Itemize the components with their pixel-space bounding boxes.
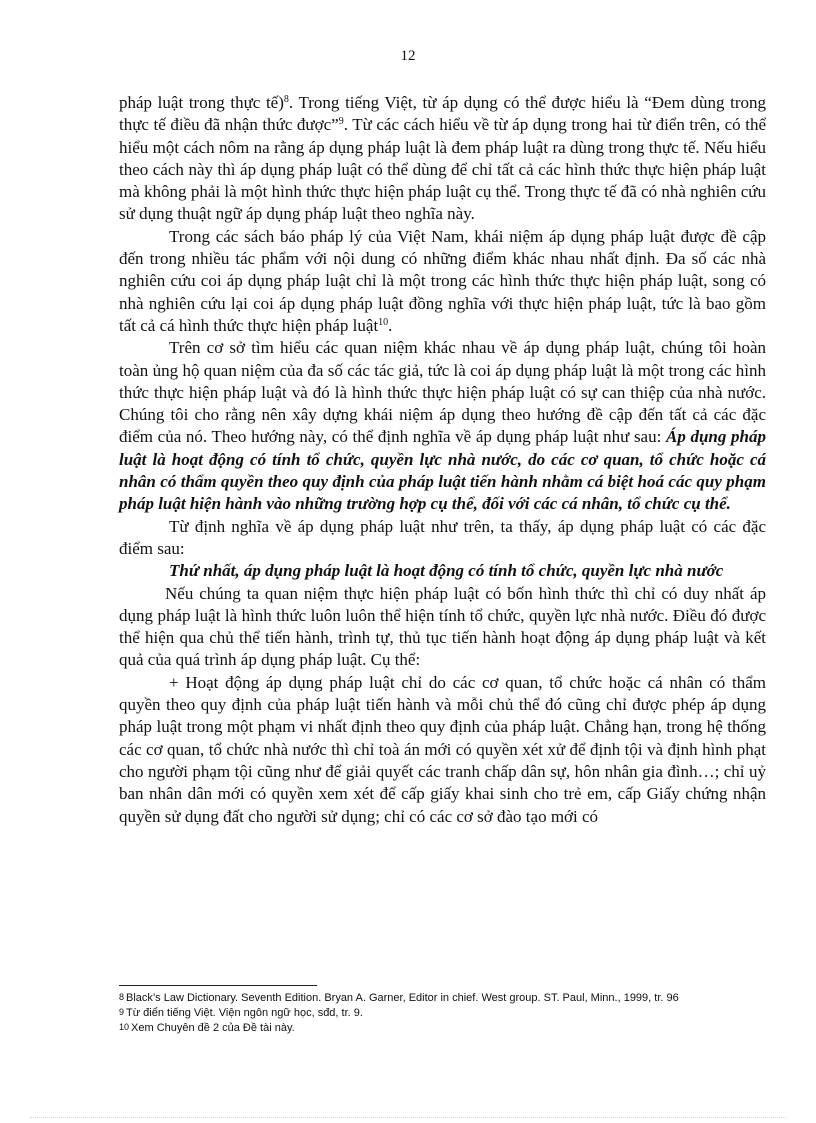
footnote-8 [119, 990, 729, 1005]
paragraph-1-text-b: . Trong tiếng Việt, từ áp dụng có thể được hiểu là “Đem dùng trong thực tế điều đã nhận thức được” [119, 93, 766, 135]
footnote-text: Từ điển tiếng Việt. Viện ngôn ngữ học, sđd, tr. 9. [126, 1007, 363, 1019]
paragraph-2-text-b: . [388, 315, 393, 335]
paragraph-1-text-c: . Từ các cách hiểu về từ áp dụng trong hai từ điển trên, có thể hiểu một cách nôm na rằng áp dụng pháp luật là đem pháp luật ra dùng trong thực tế. Nếu hiểu theo cách này thì áp dụng pháp luật có thể dùng để chỉ tất cả các hình thức thực hiện pháp luật mà không phải là một hình thức thực hiện pháp luật cụ thể. Trong thực tế đã có nhà nghiên cứu sử dụng thuật ngữ áp dụng pháp luật theo nghĩa này. [119, 115, 766, 224]
paragraph-4: Từ định nghĩa về áp dụng pháp luật như trên, ta thấy, áp dụng pháp luật có các đặc điểm sau: [119, 516, 766, 558]
paragraph-1 [119, 92, 766, 226]
paragraph-6: + Hoạt động áp dụng pháp luật chỉ do các cơ quan, tổ chức hoặc cá nhân có thẩm quyền theo quy định của pháp luật tiến hành và mỗi chủ thể đó cũng chỉ được phép áp dụng pháp luật trong một phạm vi nhất định theo quy định của pháp luật. Chẳng hạn, trong hệ thống các cơ quan, tổ chức nhà nước thì chỉ toà án mới có quyền xét xử để định tội và định hình phạt cho người phạm tội cũng như để giải quyết các tranh chấp dân sự, hôn nhân gia đình…; chỉ uỷ ban nhân dân mới có quyền xem xét để cấp giấy khai sinh cho trẻ em, cấp Giấy chứng nhận quyền sử dụng đất cho người sử dụng; chỉ có các cơ sở đào tạo mới có [119, 672, 766, 826]
footnote-text: Black’s Law Dictionary. Seventh Edition. Bryan A. Garner, Editor in chief. West group. ST. Paul, Minn., 1999, tr. 96 [126, 992, 679, 1004]
footnote-number: 10 [119, 1022, 130, 1032]
footnote-ref-10: 10 [378, 316, 389, 328]
paragraph-5: Nếu chúng ta quan niệm thực hiện pháp luật có bốn hình thức thì chỉ có duy nhất áp dụng pháp luật là hình thức luôn luôn thể hiện tính tổ chức, quyền lực nhà nước. Điều đó được thể hiện qua chủ thể tiến hành, trình tự, thủ tục tiến hành hoạt động áp dụng pháp luật và kết quả của quá trình áp dụng pháp luật. Cụ thể: [119, 583, 766, 670]
footnote-number: 9 [119, 1007, 125, 1017]
definition-text: Áp dụng pháp luật là hoạt động có tính tổ chức, quyền lực nhà nước, do các cơ quan, tổ chức hoặc cá nhân có thẩm quyền theo quy định của pháp luật tiến hành nhằm cá biệt hoá các quy phạm pháp luật hiện hành vào những trường hợp cụ thể, đối với các cá nhân, tổ chức cụ thể. [119, 427, 766, 514]
paragraph-1-text-a: pháp luật trong thực tế) [119, 93, 284, 112]
page-number: 12 [400, 48, 416, 64]
body-text [119, 92, 766, 828]
footnote-text: Xem Chuyên đề 2 của Đề tài này. [131, 1022, 295, 1034]
paragraph-2 [119, 226, 766, 337]
page-bottom-border [30, 1117, 786, 1118]
paragraph-2-text-a: Trong các sách báo pháp lý của Việt Nam, khái niệm áp dụng pháp luật được đề cập đến trong nhiều tác phẩm với nội dung có những điểm khác nhau nhất định. Đa số các nhà nghiên cứu coi áp dụng pháp luật chỉ là một trong các hình thức thực hiện pháp luật, song có nhà nghiên cứu lại coi áp dụng pháp luật đồng nghĩa với thực hiện pháp luật, tức là bao gồm tất cả cá hình thức thực hiện pháp luật [119, 226, 766, 335]
footnotes [119, 990, 729, 1035]
footnote-10 [119, 1020, 729, 1035]
footnote-number: 8 [119, 992, 125, 1002]
section-heading: Thứ nhất, áp dụng pháp luật là hoạt động có tính tổ chức, quyền lực nhà nước [169, 561, 724, 581]
paragraph-3-text: Trên cơ sở tìm hiểu các quan niệm khác nhau về áp dụng pháp luật, chúng tôi hoàn toàn ủng hộ quan niệm của đa số các tác giả, tức là coi áp dụng pháp luật là một trong các hình thức thực hiện pháp luật và đó là hình thức thực hiện pháp luật có sự can thiệp của nhà nước. Chúng tôi cho rằng nên xây dựng khái niệm áp dụng theo hướng đề cập đến tất cả các đặc điểm của nó. Theo hướng này, có thể định nghĩa về áp dụng pháp luật như sau: [119, 338, 766, 447]
footnote-9 [119, 1005, 729, 1020]
paragraph-3 [119, 337, 766, 515]
footnote-ref-9: 9 [338, 116, 344, 128]
footnote-separator [119, 985, 317, 986]
footnote-ref-8: 8 [283, 94, 289, 105]
